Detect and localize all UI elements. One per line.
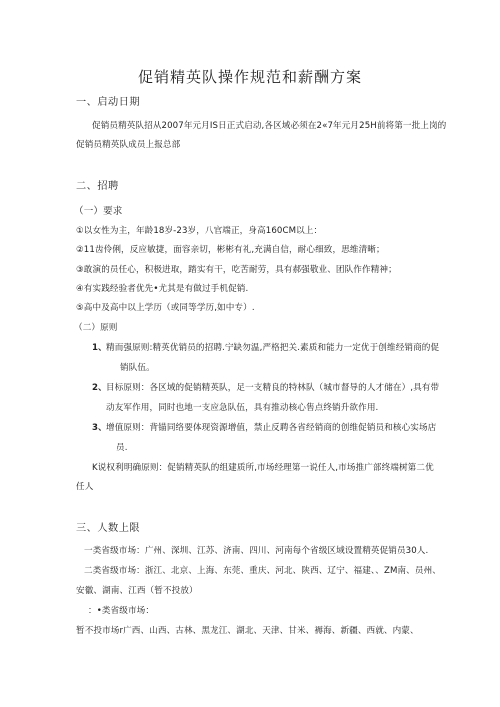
section-heading-headcount: 三、人数上限 — [76, 523, 141, 534]
market-line: 一类省级市场：广州、深圳、江苏、济南、四川、河南每个省级区域设置精英促销员30人. — [84, 546, 429, 556]
principle-number: 1、 — [92, 343, 107, 353]
market-line: 安徽、湖南、江西（暂不投放） — [76, 586, 198, 596]
paragraph-line: 促销员精英队招从2007年元月IS日正式启动,各区域必须在2«7年元月25H前将第一批上岗的 — [92, 121, 447, 131]
market-line: 暂不投市场r广西、山西、古林、黑龙江、湖北、天津、甘米、褥海、新疆、西就、内蒙、 — [76, 626, 419, 636]
principle-line: 精而强原则:精英优销员的招聘.宁缺勿温,严格把关.素质和能力一定优于创维经销商的促 — [106, 343, 440, 353]
principle-line: 员. — [116, 443, 128, 453]
requirement-item: ②11齿伶俐，反应敏捷，面容亲切，彬彬有礼,充满自信，耐心细致，思维清晰； — [76, 245, 385, 255]
requirement-item: ⑤高中及高中以上学历（或同等学历,如中专）. — [76, 303, 255, 313]
requirement-item: ①以女性为主，年龄18岁-23岁，八官端正，身高160CM以上： — [76, 226, 323, 236]
requirement-item: ④有实践经验者优先•尤其是有做过手机促销. — [76, 284, 249, 294]
section-heading-recruitment: 二、招聘 — [76, 181, 119, 192]
principle-number: 2、 — [92, 383, 107, 393]
market-line: 二类省级市场：浙江、北京、上海、东莞、重庆、河北、陕西、辽宁、福建、、ZM南、员州、 — [84, 566, 441, 576]
subsection-heading-principles: （二）原则 — [74, 323, 118, 333]
subsection-heading-requirements: （一）要求 — [74, 206, 123, 217]
section-heading-start-date: 一、启动日期 — [76, 97, 141, 108]
document-title: 促销精英队操作规范和薪酬方案 — [137, 68, 362, 86]
principle-line: 销队伍。 — [120, 363, 155, 373]
principle-line: 增值原则：背锚同络要体现资源增值，禁止反聘各省经销商的创维促销员和核心实场店 — [106, 423, 437, 433]
principle-line: K说权利明确原则：促销精英队的组建质所,市场经理第一说任人,市场推广部终端树第二优 — [92, 463, 434, 473]
principle-line: 任人 — [76, 482, 94, 492]
principle-number: 3、 — [92, 423, 107, 433]
principle-line: 动友军作用，同时也地一支应急队伍，具有推动核心售点终销升欲作用. — [106, 403, 379, 413]
requirement-item: ③敢演的员任心，积极进取，踏实有干，吃苦耐劳，具有郝强敬业、团队作作精神； — [76, 265, 397, 275]
principle-line: 目标原则：各区域的促销精英队，足一支精良的特林队（城市督导的人才储在）,具有带 — [106, 383, 440, 393]
paragraph-line: 促销员精英队成员上报总部 — [76, 140, 181, 150]
market-line: ：•类省级市场： — [88, 606, 155, 616]
